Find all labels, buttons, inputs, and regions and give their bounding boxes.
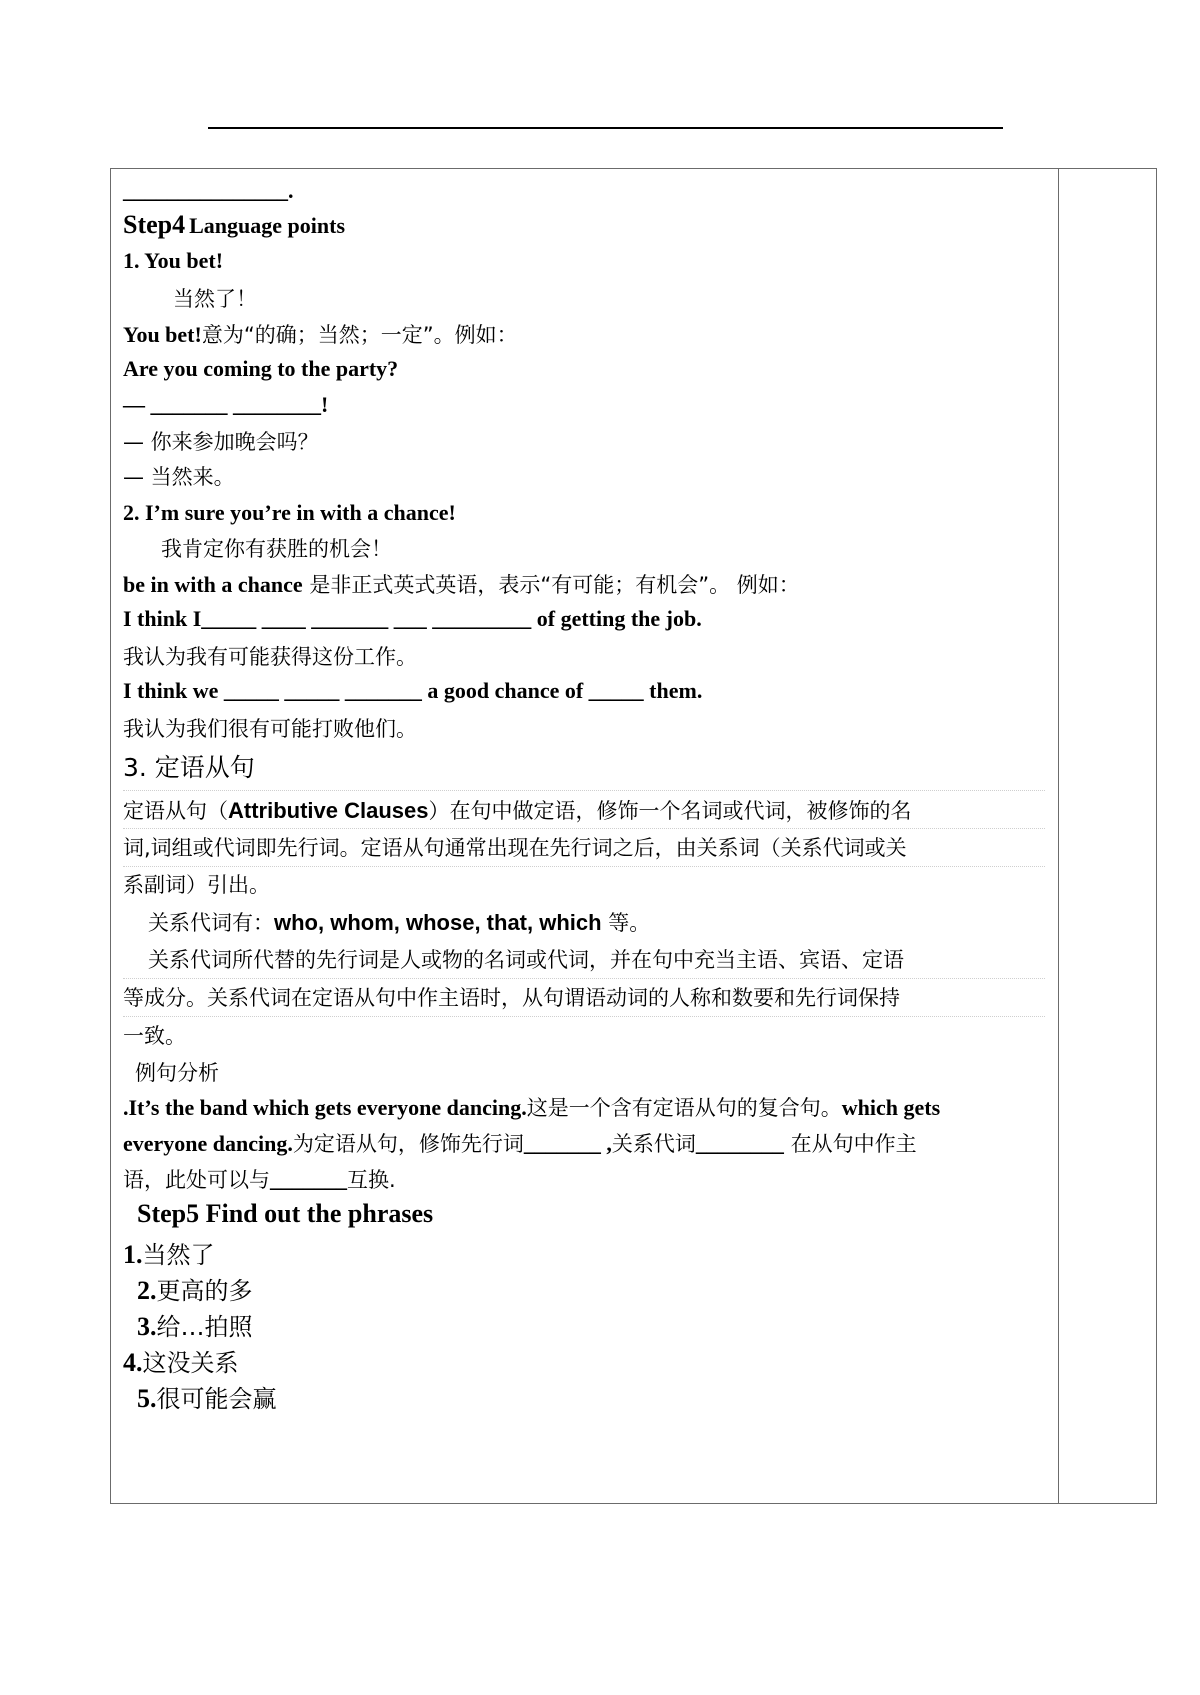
pronoun-paragraph-line-2: 等成分。关系代词在定语从句中作主语时，从句谓语动词的人称和数要和先行词保持	[123, 986, 900, 1010]
point-1-title: 1. You bet!	[123, 248, 224, 273]
step4-subtitle: Language points	[189, 213, 346, 238]
step4-heading	[123, 210, 345, 240]
phrase-item-1	[123, 1235, 215, 1270]
item-number: 3.	[137, 1312, 157, 1341]
point-2-title: 2. I’m sure you’re in with a chance!	[123, 500, 456, 525]
example-1-translation: 我认为我有可能获得这份工作。	[123, 645, 417, 669]
text: 在从句中作主	[783, 1132, 917, 1156]
example-2-translation: 我认为我们很有可能打败他们。	[123, 717, 417, 741]
text: 关系代词有：	[148, 911, 274, 935]
point-2-translation: 我肯定你有获胜的机会！	[161, 537, 392, 561]
text: 语，此处可以与	[123, 1168, 270, 1192]
example-2-blank: I think we _____ _____ _______ a good chance of _____ them.	[123, 678, 703, 703]
pronoun-blank: ________	[695, 1131, 784, 1156]
item-number: 1.	[123, 1240, 143, 1269]
phrase-text: 更高的多	[156, 1277, 253, 1305]
example-1-blank: I think I_____ ____ _______ ___ _________ of getting the job.	[123, 606, 702, 631]
text: 为定语从句，修饰先行词	[292, 1132, 524, 1156]
text: everyone dancing.	[123, 1131, 293, 1156]
phrase-text: 给…拍照	[156, 1313, 253, 1341]
explanation-text: 是非正式英式英语，表示“有可能；有机会”。 例如：	[302, 573, 800, 597]
dotted-rule	[123, 828, 1045, 829]
phrase-item-3	[137, 1307, 253, 1342]
pronoun-paragraph-line-1: 关系代词所代替的先行词是人或物的名词或代词，并在句中充当主语、宾语、定语	[148, 948, 904, 972]
pronoun-paragraph-line-3: 一致。	[123, 1024, 186, 1048]
phrase-item-4	[123, 1343, 239, 1378]
phrase-text: 这没关系	[142, 1349, 239, 1377]
grammar-paragraph-line-3: 系副词）引出。	[123, 873, 270, 897]
example-answer-translation: — 当然来。	[123, 465, 235, 489]
phrase-you-bet: You bet!	[123, 322, 202, 347]
top-blank-line	[208, 127, 1003, 129]
antecedent-blank: _______ ,	[523, 1131, 612, 1156]
point-1-explanation	[123, 319, 518, 349]
dotted-rule	[123, 790, 1045, 791]
point-2-explanation	[123, 569, 800, 599]
relative-pronouns-line	[148, 907, 650, 937]
text: ）在句中做定语，修饰一个名词或代词，被修饰的名	[428, 799, 912, 823]
grammar-paragraph-line-2: 词,词组或代词即先行词。定语从句通常出现在先行词之后，由关系词（关系代词或关	[123, 836, 907, 860]
point-3-title: 3. 定语从句	[123, 753, 255, 782]
item-number: 4.	[123, 1348, 143, 1377]
step4-label: Step4	[123, 210, 186, 239]
notes-column-divider	[1058, 168, 1059, 1504]
example-question-translation: — 你来参加晚会吗？	[123, 430, 319, 454]
example-analysis-title: 例句分析	[135, 1061, 219, 1085]
dotted-rule	[123, 866, 1045, 867]
example-sentence: .It’s the band which gets everyone dancing.	[123, 1095, 527, 1120]
text: 这是一个含有定语从句的复合句。	[526, 1096, 842, 1120]
step5-heading: Step5 Find out the phrases	[137, 1199, 434, 1228]
text: which gets	[841, 1095, 941, 1120]
phrase-text: 很可能会赢	[156, 1385, 277, 1413]
relative-pronoun-list: who, whom, whose, that, which	[274, 910, 602, 935]
analysis-line-2	[123, 1128, 917, 1158]
phrase-item-5	[137, 1379, 277, 1414]
text: 等。	[601, 911, 651, 935]
item-number: 5.	[137, 1384, 157, 1413]
interchange-blank: _______	[270, 1167, 347, 1192]
explanation-text: 意为“的确；当然；一定”。例如：	[201, 323, 518, 347]
answer-blank: _______________.	[123, 178, 294, 203]
text: 定语从句（	[123, 799, 228, 823]
example-question: Are you coming to the party?	[123, 356, 399, 381]
term-attributive-clauses: Attributive Clauses	[228, 798, 429, 823]
phrase-text: 当然了	[142, 1241, 215, 1269]
dotted-rule	[123, 978, 1045, 979]
text: 关系代词	[611, 1132, 696, 1156]
grammar-paragraph-line-1	[123, 795, 912, 825]
item-number: 2.	[137, 1276, 157, 1305]
point-1-translation: 当然了！	[173, 287, 257, 311]
text: 互换.	[347, 1168, 396, 1192]
phrase-item-2	[137, 1271, 253, 1306]
analysis-line-3	[123, 1164, 396, 1194]
analysis-line-1	[123, 1092, 940, 1122]
dotted-rule	[123, 1016, 1045, 1017]
phrase-in-with-a-chance: be in with a chance	[123, 572, 303, 597]
example-answer-blank: — _______ ________!	[123, 392, 329, 417]
